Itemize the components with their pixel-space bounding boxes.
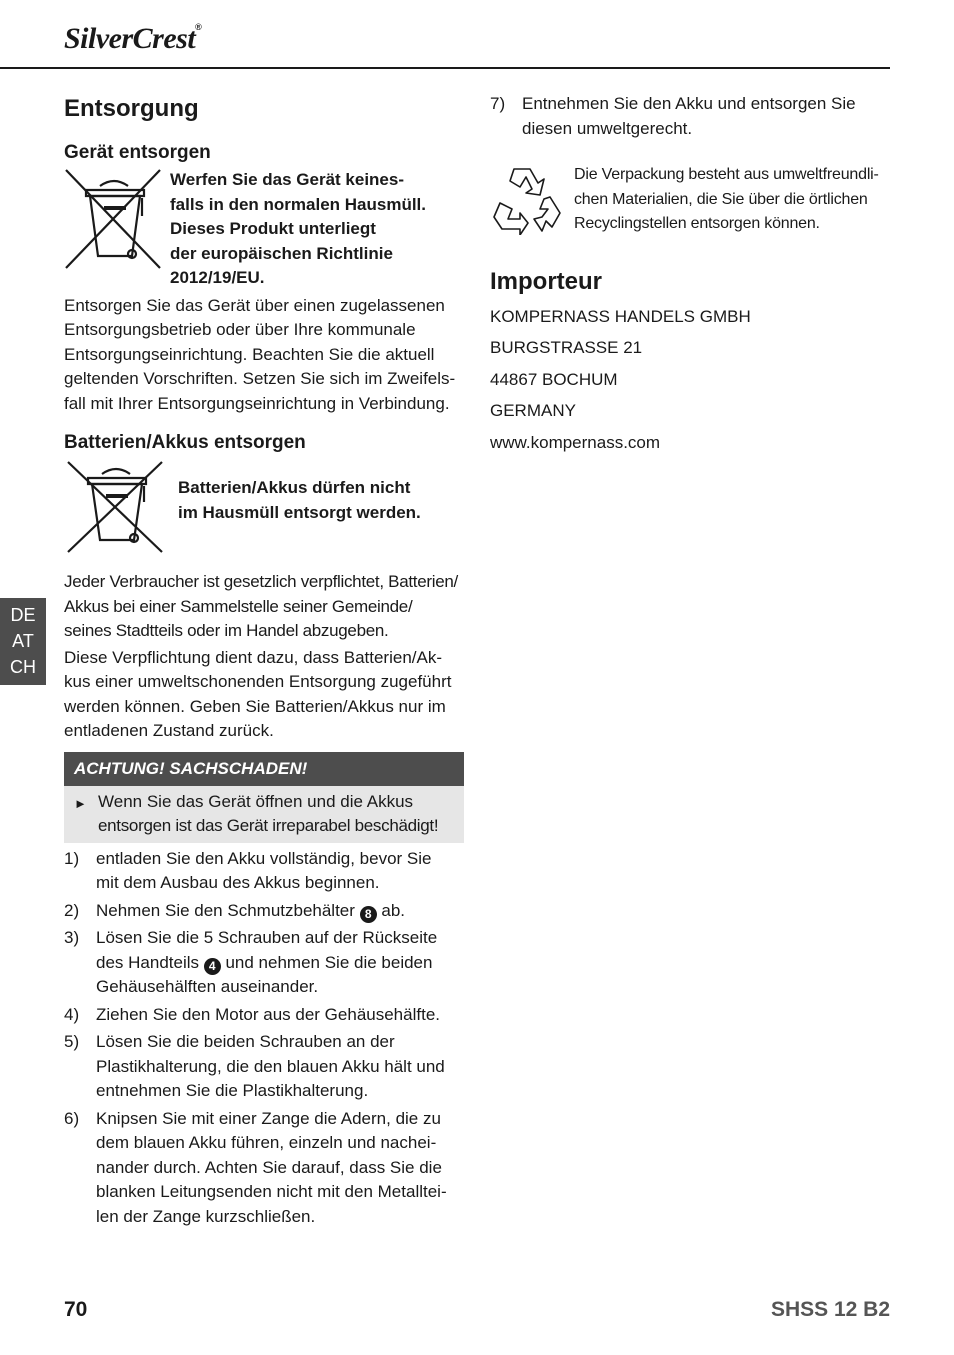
caution-title: ACHTUNG! SACHSCHADEN! (64, 752, 464, 786)
address-line: BURGSTRASSE 21 (490, 338, 643, 357)
removal-steps-continued (490, 92, 890, 141)
list-item (64, 1107, 464, 1230)
step-number: 7) (490, 94, 506, 113)
step-line: Ziehen Sie den Motor aus der Gehäusehälfte. (96, 1004, 440, 1024)
lang-de: DE (10, 605, 36, 625)
text-line: Entsorgen Sie das Gerät über einen zugelassenen (64, 295, 445, 315)
step-line: entnehmen Sie die Plastikhalterung. (96, 1081, 369, 1100)
step-line: Plastikhalterung, die den blauen Akku hält und (96, 1056, 445, 1076)
warning-line: im Hausmüll entsorgt werden. (178, 502, 421, 522)
step-text: ab. (376, 900, 406, 920)
list-item (64, 1003, 464, 1028)
text-line: kus einer umweltschonenden Entsorgung zugeführt (64, 672, 452, 691)
section-title-entsorgung: Entsorgung (64, 95, 199, 122)
crossed-out-wheelie-bin-icon (64, 168, 166, 272)
text-line: entladenen Zustand zurück. (64, 721, 274, 740)
text-line: werden können. Geben Sie Batterien/Akkus nur im (64, 696, 446, 716)
step-number: 5) (64, 1032, 80, 1051)
list-item (64, 926, 464, 1000)
website-link[interactable]: www.kompernass.com (490, 432, 661, 452)
step-line: blanken Leitungsenden nicht mit den Metalltei- (96, 1182, 447, 1201)
arrow-right-icon: ► (74, 795, 87, 811)
step-line: dem blauen Akku führen, einzeln und nachei- (96, 1133, 437, 1152)
part-number-badge: 4 (204, 958, 221, 975)
caution-box (64, 752, 464, 843)
warning-line: Dieses Produkt unterliegt (170, 219, 376, 238)
step-line: Lösen Sie die beiden Schrauben an der (96, 1032, 395, 1051)
warning-line: falls in den normalen Hausmüll. (170, 194, 426, 214)
text-line: Die Verpackung besteht aus umweltfreundli- (574, 166, 879, 183)
text-line: Entsorgungsbetrieb oder über Ihre kommunale (64, 320, 416, 339)
header-rule (0, 67, 890, 69)
left-column (64, 92, 464, 1232)
device-disposal-text (64, 294, 464, 417)
device-disposal-warning (170, 168, 426, 291)
device-disposal-notice (64, 168, 464, 291)
warning-line: Batterien/Akkus dürfen nicht (178, 478, 411, 497)
model-number: SHSS 12 B2 (770, 1298, 890, 1321)
text-line: Jeder Verbraucher ist gesetzlich verpflichtet, Batterien/ (64, 572, 458, 591)
right-column (490, 92, 890, 458)
crossed-out-wheelie-bin-icon (64, 460, 170, 556)
warning-line: 2012/19/EU. (170, 268, 265, 287)
step-number: 3) (64, 928, 80, 947)
step-line: entladen Sie den Akku vollständig, bevor Sie (96, 848, 432, 868)
step-text: Nehmen Sie den Schmutzbehälter (96, 900, 360, 920)
language-tab (0, 598, 46, 685)
page-number: 70 (64, 1298, 88, 1321)
text-line: Recyclingstellen entsorgen können. (574, 215, 820, 232)
removal-steps (64, 847, 464, 1230)
step-line: Gehäusehälften auseinander. (96, 977, 319, 996)
address-line: KOMPERNASS HANDELS GMBH (490, 306, 751, 326)
text-line: fall mit Ihrer Entsorgungseinrichtung in Verbindung. (64, 393, 450, 413)
step-line: Entnehmen Sie den Akku und entsorgen Sie (522, 94, 856, 113)
warning-line: der europäischen Richtlinie (170, 243, 393, 263)
address-line: GERMANY (490, 401, 576, 420)
step-line: mit dem Ausbau des Akkus beginnen. (96, 873, 380, 892)
section-title-importeur: Importeur (490, 267, 603, 295)
step-line: Lösen Sie die 5 Schrauben auf der Rückseite (96, 928, 438, 947)
part-number-badge: 8 (360, 906, 377, 923)
warning-line: Werfen Sie das Gerät keines- (170, 170, 405, 189)
text-line: geltenden Vorschriften. Setzen Sie sich im Zweifels- (64, 369, 456, 388)
battery-text-2 (64, 646, 464, 744)
step-number: 2) (64, 900, 80, 920)
list-item (490, 92, 890, 141)
step-number: 6) (64, 1108, 80, 1128)
text-line: Akkus bei einer Sammelstelle seiner Gemeinde/ (64, 596, 413, 616)
text-line: seines Stadtteils oder im Handel abzugeben. (64, 621, 389, 640)
caution-line: Wenn Sie das Gerät öffnen und die Akkus (98, 791, 414, 811)
step-number: 4) (64, 1004, 80, 1024)
subheading-batteries: Batterien/Akkus entsorgen (64, 432, 306, 453)
step-text: und nehmen Sie die beiden (220, 952, 433, 972)
battery-text-1 (64, 570, 464, 644)
lang-ch: CH (10, 657, 36, 677)
list-item (64, 1030, 464, 1104)
list-item (64, 847, 464, 896)
battery-disposal-warning (178, 476, 421, 525)
text-line: Entsorgungseinrichtung. Beachten Sie die aktuell (64, 344, 435, 364)
step-line: diesen umweltgerecht. (522, 118, 693, 138)
step-line: Knipsen Sie mit einer Zange die Adern, die zu (96, 1108, 441, 1128)
step-text: des Handteils (96, 952, 204, 972)
text-line: chen Materialien, die Sie über die örtlichen (574, 190, 868, 208)
step-line: nander durch. Achten Sie darauf, dass Sie die (96, 1157, 442, 1177)
caution-line: entsorgen ist das Gerät irreparabel beschädigt! (98, 816, 439, 835)
list-item (64, 899, 464, 924)
brand-name: SilverCrest (64, 22, 196, 55)
step-number: 1) (64, 848, 80, 868)
address-line: 44867 BOCHUM (490, 369, 618, 389)
battery-disposal-notice (64, 460, 464, 556)
importer-address (490, 301, 890, 459)
lang-at: AT (12, 631, 34, 651)
caution-body (64, 786, 464, 843)
registered-mark: ® (195, 22, 202, 32)
subheading-device: Gerät entsorgen (64, 142, 211, 163)
text-line: Diese Verpflichtung dient dazu, dass Batterien/Ak- (64, 647, 442, 667)
recycle-icon (490, 163, 566, 235)
packaging-notice (490, 163, 890, 237)
brand-logo (64, 22, 201, 56)
step-line: len der Zange kurzschließen. (96, 1206, 316, 1226)
packaging-text (574, 163, 879, 237)
